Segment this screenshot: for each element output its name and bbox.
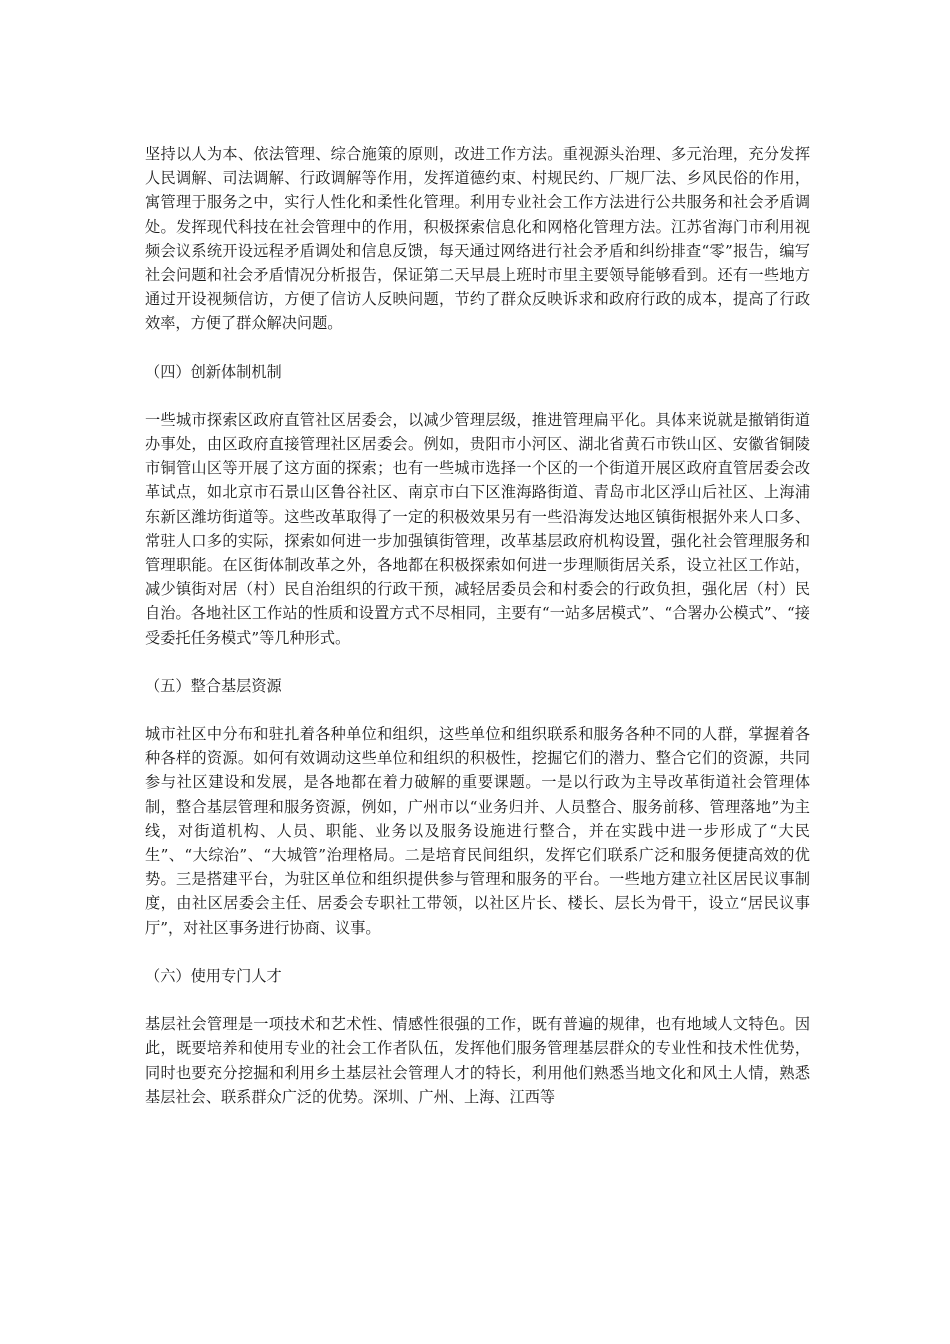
section-heading-4: （四）创新体制机制 bbox=[145, 362, 282, 381]
section-heading-5: （五）整合基层资源 bbox=[145, 676, 282, 695]
paragraph-method: 坚持以人为本、依法管理、综合施策的原则，改进工作方法。重视源头治理、多元治理，充分发挥人民调解、司法调解、行政调解等作用，发挥道德约束、村规民约、厂规厂法、乡风民俗的作用，寓管理于服务之中，实行人性化和柔性化管理。利用专业社会工作方法进行公共服务和社会矛盾调处。发挥现代科技在社会管理中的作用，积极探索信息化和网格化管理方法。江苏省海门市利用视频会议系统开设远程矛盾调处和信息反馈，每天通过网络进行社会矛盾和纠纷排查“零”报告，编写社会问题和社会矛盾情况分析报告，保证第二天早晨上班时市里主要领导能够看到。还有一些地方通过开设视频信访，方便了信访人反映问题，节约了群众反映诉求和政府行政的成本，提高了行政效率，方便了群众解决问题。 bbox=[145, 145, 810, 333]
section-heading-6: （六）使用专门人才 bbox=[145, 966, 282, 985]
paragraph-mechanism: 一些城市探索区政府直管社区居委会，以减少管理层级，推进管理扁平化。具体来说就是撤销街道办事处，由区政府直接管理社区居委会。例如，贵阳市小河区、湖北省黄石市铁山区、安徽省铜陵市铜管山区等开展了这方面的探索；也有一些城市选择一个区的一个街道开展区政府直管居委会改革试点，如北京市石景山区鲁谷社区、南京市白下区淮海路街道、青岛市北区浮山后社区、上海浦东新区潍坊街道等。这些改革取得了一定的积极效果另有一些沿海发达地区镇街根据外来人口多、常驻人口多的实际，探索如何进一步加强镇街管理，改革基层政府机构设置，强化社会管理服务和管理职能。在区街体制改革之外，各地都在积极探索如何进一步理顺街居关系，设立社区工作站，减少镇街对居（村）民自治组织的行政干预，减轻居委员会和村委会的行政负担，强化居（村）民自治。各地社区工作站的性质和设置方式不尽相同，主要有“一站多居模式”、“合署办公模式”、“接受委托任务模式”等几种形式。 bbox=[145, 410, 810, 647]
document-body bbox=[145, 142, 810, 1109]
paragraph-talent: 基层社会管理是一项技术和艺术性、情感性很强的工作，既有普遍的规律，也有地域人文特色。因此，既要培养和使用专业的社会工作者队伍，发挥他们服务管理基层群众的专业性和技术性优势，同时也要充分挖掘和利用乡土基层社会管理人才的特长，利用他们熟悉当地文化和风土人情，熟悉基层社会、联系群众广泛的优势。深圳、广州、上海、江西等 bbox=[145, 1015, 810, 1106]
paragraph-resources: 城市社区中分布和驻扎着各种单位和组织，这些单位和组织联系和服务各种不同的人群，掌握着各种各样的资源。如何有效调动这些单位和组织的积极性，挖掘它们的潜力、整合它们的资源，共同参与社区建设和发展，是各地都在着力破解的重要课题。一是以行政为主导改革街道社会管理体制，整合基层管理和服务资源，例如，广州市以“业务归并、人员整合、服务前移、管理落地”为主线，对街道机构、人员、职能、业务以及服务设施进行整合，并在实践中进一步形成了“大民生”、“大综治”、“大城管”治理格局。二是培育民间组织，发挥它们联系广泛和服务便捷高效的优势。三是搭建平台，为驻区单位和组织提供参与管理和服务的平台。一些地方建立社区居民议事制度，由社区居委会主任、居委会专职社工带领，以社区片长、楼长、层长为骨干，设立“居民议事厅”，对社区事务进行协商、议事。 bbox=[145, 725, 810, 937]
